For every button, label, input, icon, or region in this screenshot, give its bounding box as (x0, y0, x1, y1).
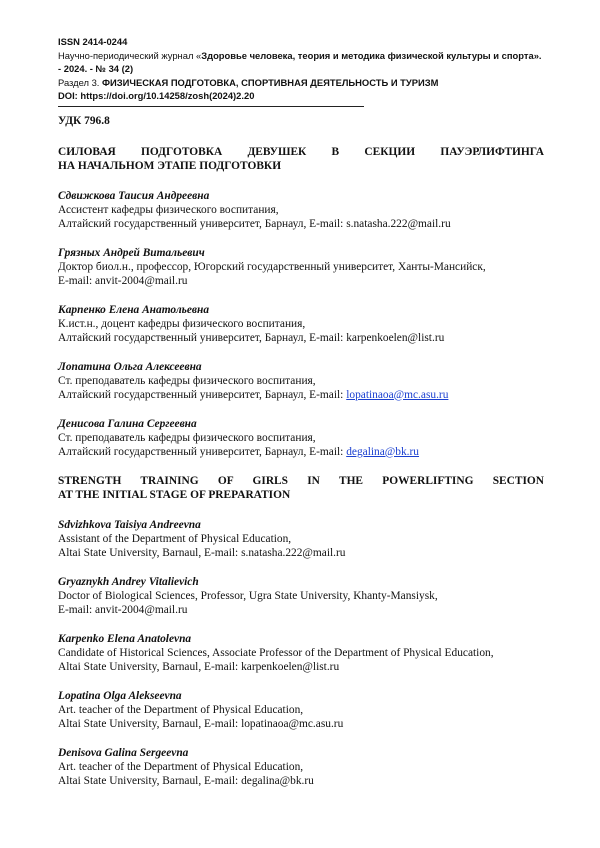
en-author (58, 689, 544, 731)
author-name: Денисова Галина Сергеевна (58, 417, 197, 430)
ru-author (58, 417, 544, 459)
issn: ISSN 2414-0244 (58, 36, 128, 47)
author-affiliation (58, 603, 544, 617)
journal-prefix: Научно-периодический журнал « (58, 49, 202, 61)
article-page (58, 35, 544, 788)
author-affiliation (58, 445, 544, 459)
author-position: Candidate of Historical Sciences, Associate Professor of the Department of Physical Education, (58, 646, 494, 659)
affiliation-text: Алтайский государственный университет, Барнаул, E-mail: (58, 331, 347, 344)
author-name: Sdvizhkova Taisiya Andreevna (58, 518, 201, 531)
author-email-link[interactable]: lopatinaoa@mc.asu.ru (346, 388, 449, 401)
author-name: Gryaznykh Andrey Vitalievich (58, 575, 199, 588)
affiliation-text: Altai State University, Barnaul, E-mail: (58, 660, 242, 673)
journal-header (58, 35, 544, 103)
author-position: Art. teacher of the Department of Physical Education, (58, 760, 304, 773)
author-position: К.ист.н., доцент кафедры физического воспитания, (58, 317, 306, 330)
author-email: s.natasha.222@mail.ru (241, 546, 346, 559)
author-affiliation (58, 717, 544, 731)
author-position: Assistant of the Department of Physical Education, (58, 532, 292, 545)
author-position: Art. teacher of the Department of Physical Education, (58, 703, 304, 716)
en-title-line1: STRENGTH TRAINING OF GIRLS IN THE POWERLIFTING SECTION (58, 474, 544, 487)
author-email: s.natasha.222@mail.ru (346, 217, 451, 230)
author-name: Грязных Андрей Витальевич (58, 246, 205, 259)
udk-code: УДК 796.8 (58, 114, 110, 127)
ru-title (58, 145, 544, 173)
author-name: Карпенко Елена Анатольевна (58, 303, 210, 316)
author-name: Lopatina Olga Alekseevna (58, 689, 182, 702)
author-email: degalina@bk.ru (241, 774, 314, 787)
en-author (58, 632, 544, 674)
author-affiliation (58, 388, 544, 402)
author-position: Ст. преподаватель кафедры физического воспитания, (58, 374, 316, 387)
author-name: Сдвижкова Таисия Андреевна (58, 189, 210, 202)
author-affiliation (58, 217, 544, 231)
author-affiliation (58, 274, 544, 288)
section-line (58, 76, 544, 90)
author-affiliation (58, 660, 544, 674)
affiliation-text: Altai State University, Barnaul, E-mail: (58, 717, 242, 730)
author-position: Доктор биол.н., профессор, Югорский государственный университет, Ханты-Мансийск, (58, 260, 486, 273)
author-email: karpenkoelen@list.ru (241, 660, 340, 673)
en-author (58, 518, 544, 560)
ru-author (58, 246, 544, 288)
doi: DOI: https://doi.org/10.14258/zosh(2024)2.20 (58, 90, 255, 101)
section-name: ФИЗИЧЕСКАЯ ПОДГОТОВКА, СПОРТИВНАЯ ДЕЯТЕЛЬНОСТЬ И ТУРИЗМ (102, 76, 439, 88)
journal-issue: ». - 2024. - № 34 (2) (58, 49, 542, 74)
author-affiliation (58, 546, 544, 560)
author-name: Karpenko Elena Anatolevna (58, 632, 192, 645)
author-email: anvit-2004@mail.ru (95, 274, 188, 287)
section-prefix: Раздел 3. (58, 76, 103, 88)
author-name: Denisova Galina Sergeevna (58, 746, 189, 759)
author-email: lopatinaoa@mc.asu.ru (241, 717, 344, 730)
ru-author (58, 189, 544, 231)
journal-name: Здоровье человека, теория и методика физической культуры и спорта (201, 49, 534, 61)
affiliation-text: Altai State University, Barnaul, E-mail: (58, 774, 242, 787)
author-position: Ст. преподаватель кафедры физического воспитания, (58, 431, 316, 444)
journal-line (58, 49, 544, 76)
author-email: anvit-2004@mail.ru (95, 603, 188, 616)
en-title-line2: AT THE INITIAL STAGE OF PREPARATION (58, 488, 291, 501)
en-author (58, 746, 544, 788)
affiliation-text: Altai State University, Barnaul, E-mail: (58, 546, 242, 559)
author-affiliation (58, 774, 544, 788)
affiliation-text: Алтайский государственный университет, Барнаул, E-mail: (58, 217, 347, 230)
author-email-link[interactable]: degalina@bk.ru (346, 445, 420, 458)
author-position: Doctor of Biological Sciences, Professor, Ugra State University, Khanty-Mansiysk, (58, 589, 438, 602)
en-author (58, 575, 544, 617)
affiliation-text: Алтайский государственный университет, Барнаул, E-mail: (58, 388, 347, 401)
ru-author (58, 360, 544, 402)
author-position: Ассистент кафедры физического воспитания, (58, 203, 279, 216)
author-name: Лопатина Ольга Алексеевна (58, 360, 202, 373)
affiliation-text: E-mail: (58, 603, 96, 616)
ru-author (58, 303, 544, 345)
affiliation-text: E-mail: (58, 274, 96, 287)
header-divider (58, 106, 364, 107)
affiliation-text: Алтайский государственный университет, Барнаул, E-mail: (58, 445, 347, 458)
author-email: karpenkoelen@list.ru (346, 331, 445, 344)
author-affiliation (58, 331, 544, 345)
en-title (58, 474, 544, 502)
ru-title-line2: НА НАЧАЛЬНОМ ЭТАПЕ ПОДГОТОВКИ (58, 159, 282, 172)
ru-title-line1: СИЛОВАЯ ПОДГОТОВКА ДЕВУШЕК В СЕКЦИИ ПАУЭРЛИФТИНГА (58, 145, 544, 158)
